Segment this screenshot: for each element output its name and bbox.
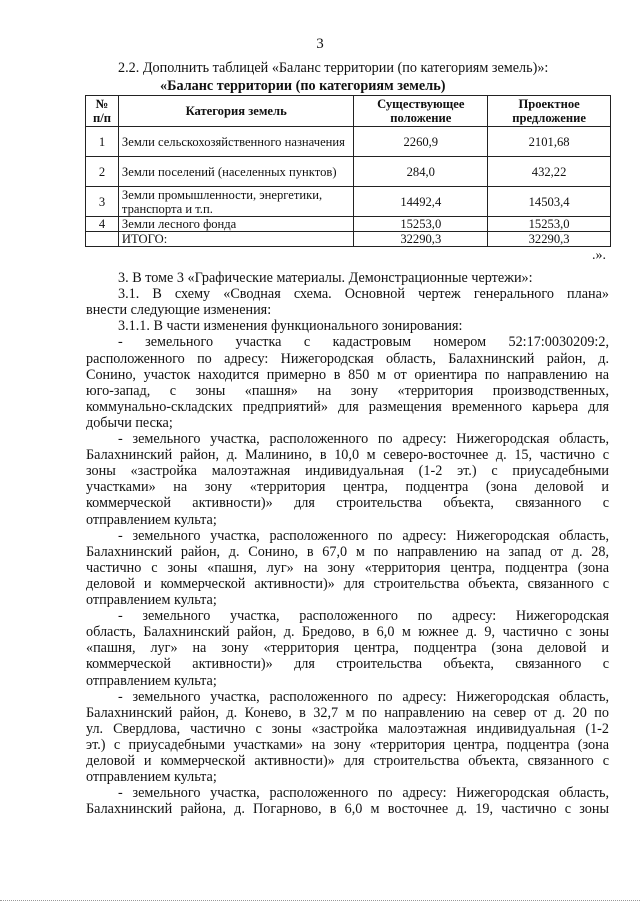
text-line: внести следующие изменения: — [86, 302, 272, 319]
table-header-row — [86, 96, 611, 127]
section-heading: 2.2. Дополнить таблицей «Баланс территории (по категориям земель)»: — [118, 60, 549, 76]
table-row — [86, 217, 611, 232]
text-line: деловой и коммерческой активности)» для строительства объекта, связанного с — [86, 753, 609, 769]
row-category: Земли лесного фонда — [118, 217, 353, 232]
row-existing: 14492,4 — [354, 187, 488, 217]
text-line: добычи песка; — [86, 414, 173, 431]
text-line: 3.1.1. В части изменения функционального зонирования: — [118, 318, 463, 335]
row-proposed: 15253,0 — [488, 217, 611, 232]
row-existing: 284,0 — [354, 157, 488, 187]
text-line: - земельного участка, расположенного по адресу: Нижегородская — [118, 608, 609, 625]
row-number: 4 — [86, 217, 119, 232]
row-category: ИТОГО: — [118, 232, 353, 247]
header-existing: Существующее положение — [354, 96, 488, 127]
row-number: 3 — [86, 187, 119, 217]
row-proposed: 14503,4 — [488, 187, 611, 217]
text-line: - земельного участка с кадастровым номером 52:17:0030209:2, — [118, 334, 609, 351]
text-line: - земельного участка, расположенного по адресу: Нижегородская область, — [118, 527, 609, 544]
text-line: 3. В томе 3 «Графические материалы. Демонстрационные чертежи»: — [118, 270, 533, 286]
text-line: отправлением культа; — [86, 769, 217, 786]
text-line: - земельного участка, расположенного по адресу: Нижегородская область, — [118, 688, 609, 705]
row-number: 2 — [86, 157, 119, 187]
text-line: «пашня, луг» на зону «территория центра, подцентра (зона деловой и — [86, 640, 609, 657]
text-line: коммерческой активности)» для строительства объекта, связанного с — [86, 656, 609, 673]
text-line: Балахнинский район, д. Сонино, в 67,0 м по направлению на запад от д. 28, — [86, 543, 609, 560]
text-line: ул. Свердлова, частично с зоны «застройка малоэтажная индивидуальная (1-2 — [86, 720, 609, 737]
text-line: Балахнинский район, д. Малинино, в 10,0 м северо-восточнее д. 15, частично с — [86, 447, 609, 464]
text-line: юго-запад, с зоны «пашня» на зону «территория производственных, — [86, 382, 609, 399]
row-proposed: 2101,68 — [488, 127, 611, 157]
table-row — [86, 187, 611, 217]
table-total-row — [86, 232, 611, 247]
text-line: расположенного по адресу: Нижегородская область, Балахнинский район, д. — [86, 350, 609, 367]
row-number — [86, 232, 119, 247]
closing-mark: .». — [592, 248, 606, 263]
table-title: «Баланс территории (по категориям земель) — [160, 78, 446, 94]
text-line: отправлением культа; — [86, 592, 217, 608]
header-proposed: Проектное предложение — [488, 96, 611, 127]
text-line: область, Балахнинский район, д. Бредово, в 6,0 м южнее д. 9, частично с зоны — [86, 624, 609, 641]
text-line: коммунально-складских предприятий» для размещения временного карьера для — [86, 398, 609, 415]
row-category: Земли сельскохозяйственного назначения — [118, 127, 353, 157]
row-proposed: 32290,3 — [488, 232, 611, 247]
row-proposed: 432,22 — [488, 157, 611, 187]
row-category: Земли промышленности, энергетики, транспорта и т.п. — [118, 187, 353, 217]
row-existing: 32290,3 — [354, 232, 488, 247]
row-category: Земли поселений (населенных пунктов) — [118, 157, 353, 187]
text-line: Балахнинский района, д. Погарново, в 6,0 м восточнее д. 19, частично с зоны — [86, 801, 609, 818]
header-number: № п/п — [86, 96, 119, 127]
text-line: отправлением культа; — [86, 511, 217, 528]
page-number: 3 — [316, 36, 324, 52]
table-row — [86, 127, 611, 157]
text-line: частично с зоны «пашня, луг» на зону «территория центра, подцентра (зона — [86, 559, 609, 576]
row-existing: 2260,9 — [354, 127, 488, 157]
text-line: участками» на зону «территория центра, подцентра (зона деловой и — [86, 479, 609, 496]
text-line: деловой и коммерческой активности)» для строительства объекта, связанного с — [86, 575, 609, 592]
text-line: - земельного участка, расположенного по адресу: Нижегородская область, — [118, 785, 609, 802]
row-existing: 15253,0 — [354, 217, 488, 232]
land-balance-table — [85, 95, 611, 247]
row-number: 1 — [86, 127, 119, 157]
text-line: коммерческой активности)» для строительства объекта, связанного с — [86, 495, 609, 512]
text-line: эт.) с приусадебными участками» на зону «территория центра, подцентра (зона — [86, 736, 609, 753]
text-line: - земельного участка, расположенного по адресу: Нижегородская область, — [118, 431, 609, 447]
table-row — [86, 157, 611, 187]
text-line: отправлением культа; — [86, 672, 217, 689]
text-line: зоны «застройка малоэтажная индивидуальная (1-2 эт.) с приусадебными — [86, 463, 609, 480]
header-category: Категория земель — [118, 96, 353, 127]
text-line: Балахнинский район, д. Конево, в 32,7 м по направлению на север от д. 20 по — [86, 704, 609, 721]
text-line: Сонино, участок находится примерно в 850 м от ориентира по направлению на — [86, 366, 609, 383]
scan-edge — [0, 900, 640, 903]
text-line: 3.1. В схему «Сводная схема. Основной чертеж генерального плана» — [118, 286, 609, 303]
